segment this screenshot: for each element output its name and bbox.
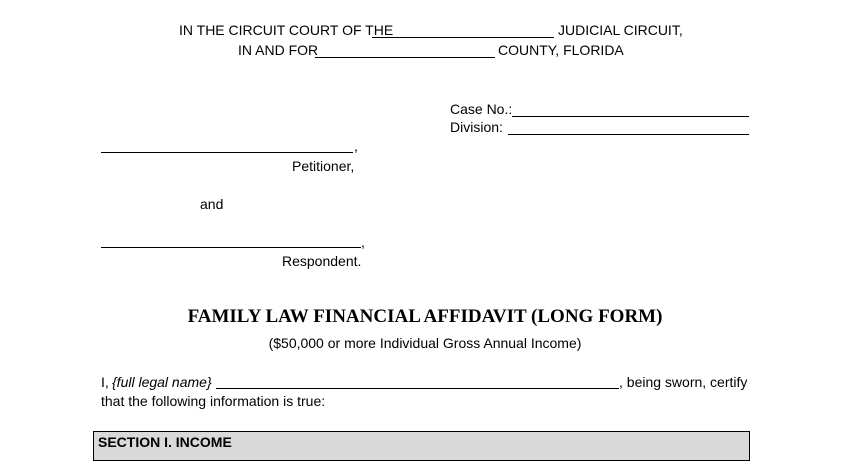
full-legal-name-field[interactable] xyxy=(216,388,619,389)
petitioner-name-field[interactable] xyxy=(101,152,353,153)
respondent-label: Respondent. xyxy=(282,253,362,269)
court-line2-prefix: IN AND FOR xyxy=(238,42,319,58)
court-line1-prefix: IN THE CIRCUIT COURT OF THE xyxy=(179,22,394,38)
full-legal-name-hint: {full legal name} xyxy=(112,374,212,390)
respondent-name-field[interactable] xyxy=(101,247,361,248)
section-income-title: SECTION I. INCOME xyxy=(98,434,232,450)
division-field[interactable] xyxy=(508,134,749,135)
division-label: Division: xyxy=(450,119,503,135)
court-line2-suffix: COUNTY, FLORIDA xyxy=(498,42,624,58)
court-line1-suffix: JUDICIAL CIRCUIT, xyxy=(558,22,683,38)
county-field[interactable] xyxy=(315,57,495,58)
case-no-field[interactable] xyxy=(512,116,749,117)
section-income-box xyxy=(93,431,750,461)
form-title: FAMILY LAW FINANCIAL AFFIDAVIT (LONG FORM) xyxy=(187,306,663,327)
respondent-comma: , xyxy=(361,234,365,250)
case-no-label: Case No.: xyxy=(450,101,513,117)
petitioner-label: Petitioner, xyxy=(292,158,355,174)
and-label: and xyxy=(200,196,224,212)
petitioner-comma: , xyxy=(354,138,358,154)
affidavit-suffix: , being sworn, certify xyxy=(619,374,748,390)
affidavit-prefix: I, xyxy=(101,374,109,390)
affidavit-line2: that the following information is true: xyxy=(101,393,326,409)
form-subtitle: ($50,000 or more Individual Gross Annual Income) xyxy=(268,335,582,351)
judicial-circuit-field[interactable] xyxy=(372,37,554,38)
